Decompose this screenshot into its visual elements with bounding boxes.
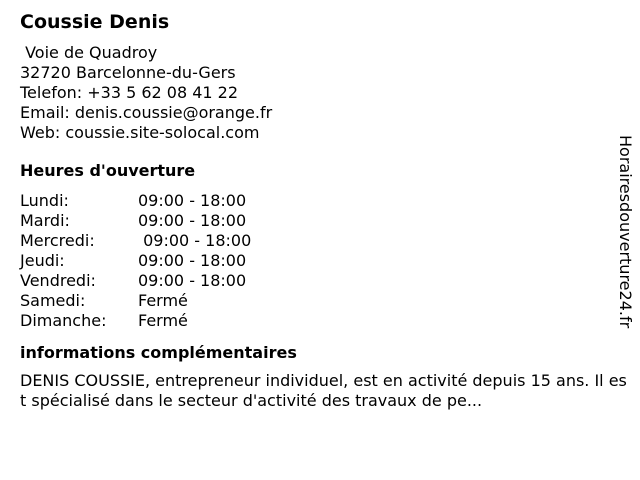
hours-title: Heures d'ouverture xyxy=(20,161,196,180)
city-address: 32720 Barcelonne-du-Gers xyxy=(20,63,236,82)
business-name: Coussie Denis xyxy=(20,11,170,33)
hours-day: Mardi: xyxy=(20,211,70,230)
hours-row-wednesday xyxy=(20,231,620,251)
hours-day: Dimanche: xyxy=(20,311,107,330)
info-title: informations complémentaires xyxy=(20,343,297,362)
contact-block xyxy=(20,43,620,143)
hours-day: Samedi: xyxy=(20,291,86,310)
hours-row-monday xyxy=(20,191,620,211)
brand-watermark: Horairesdouverture24.fr xyxy=(616,135,635,329)
hours-time: 09:00 - 18:00 xyxy=(138,211,247,230)
hours-table xyxy=(20,191,620,331)
hours-row-friday xyxy=(20,271,620,291)
hours-row-tuesday xyxy=(20,211,620,231)
hours-row-saturday xyxy=(20,291,620,311)
hours-time: 09:00 - 18:00 xyxy=(138,271,247,290)
hours-row-thursday xyxy=(20,251,620,271)
web-line[interactable]: Web: coussie.site-solocal.com xyxy=(20,123,260,142)
info-description: DENIS COUSSIE, entrepreneur individuel, est en activité depuis 15 ans. Il est spécialisé dans le secteur d'activité des travaux de pe... xyxy=(20,371,627,410)
hours-day: Mercredi: xyxy=(20,231,95,250)
email-line[interactable]: Email: denis.coussie@orange.fr xyxy=(20,103,273,122)
hours-day: Lundi: xyxy=(20,191,69,210)
hours-time: 09:00 - 18:00 xyxy=(138,191,247,210)
hours-time: 09:00 - 18:00 xyxy=(138,231,252,250)
street-address: Voie de Quadroy xyxy=(20,43,158,62)
hours-time: 09:00 - 18:00 xyxy=(138,251,247,270)
hours-day: Vendredi: xyxy=(20,271,96,290)
hours-row-sunday xyxy=(20,311,620,331)
hours-time: Fermé xyxy=(138,291,188,310)
hours-day: Jeudi: xyxy=(20,251,65,270)
phone-line[interactable]: Telefon: +33 5 62 08 41 22 xyxy=(20,83,239,102)
hours-time: Fermé xyxy=(138,311,188,330)
